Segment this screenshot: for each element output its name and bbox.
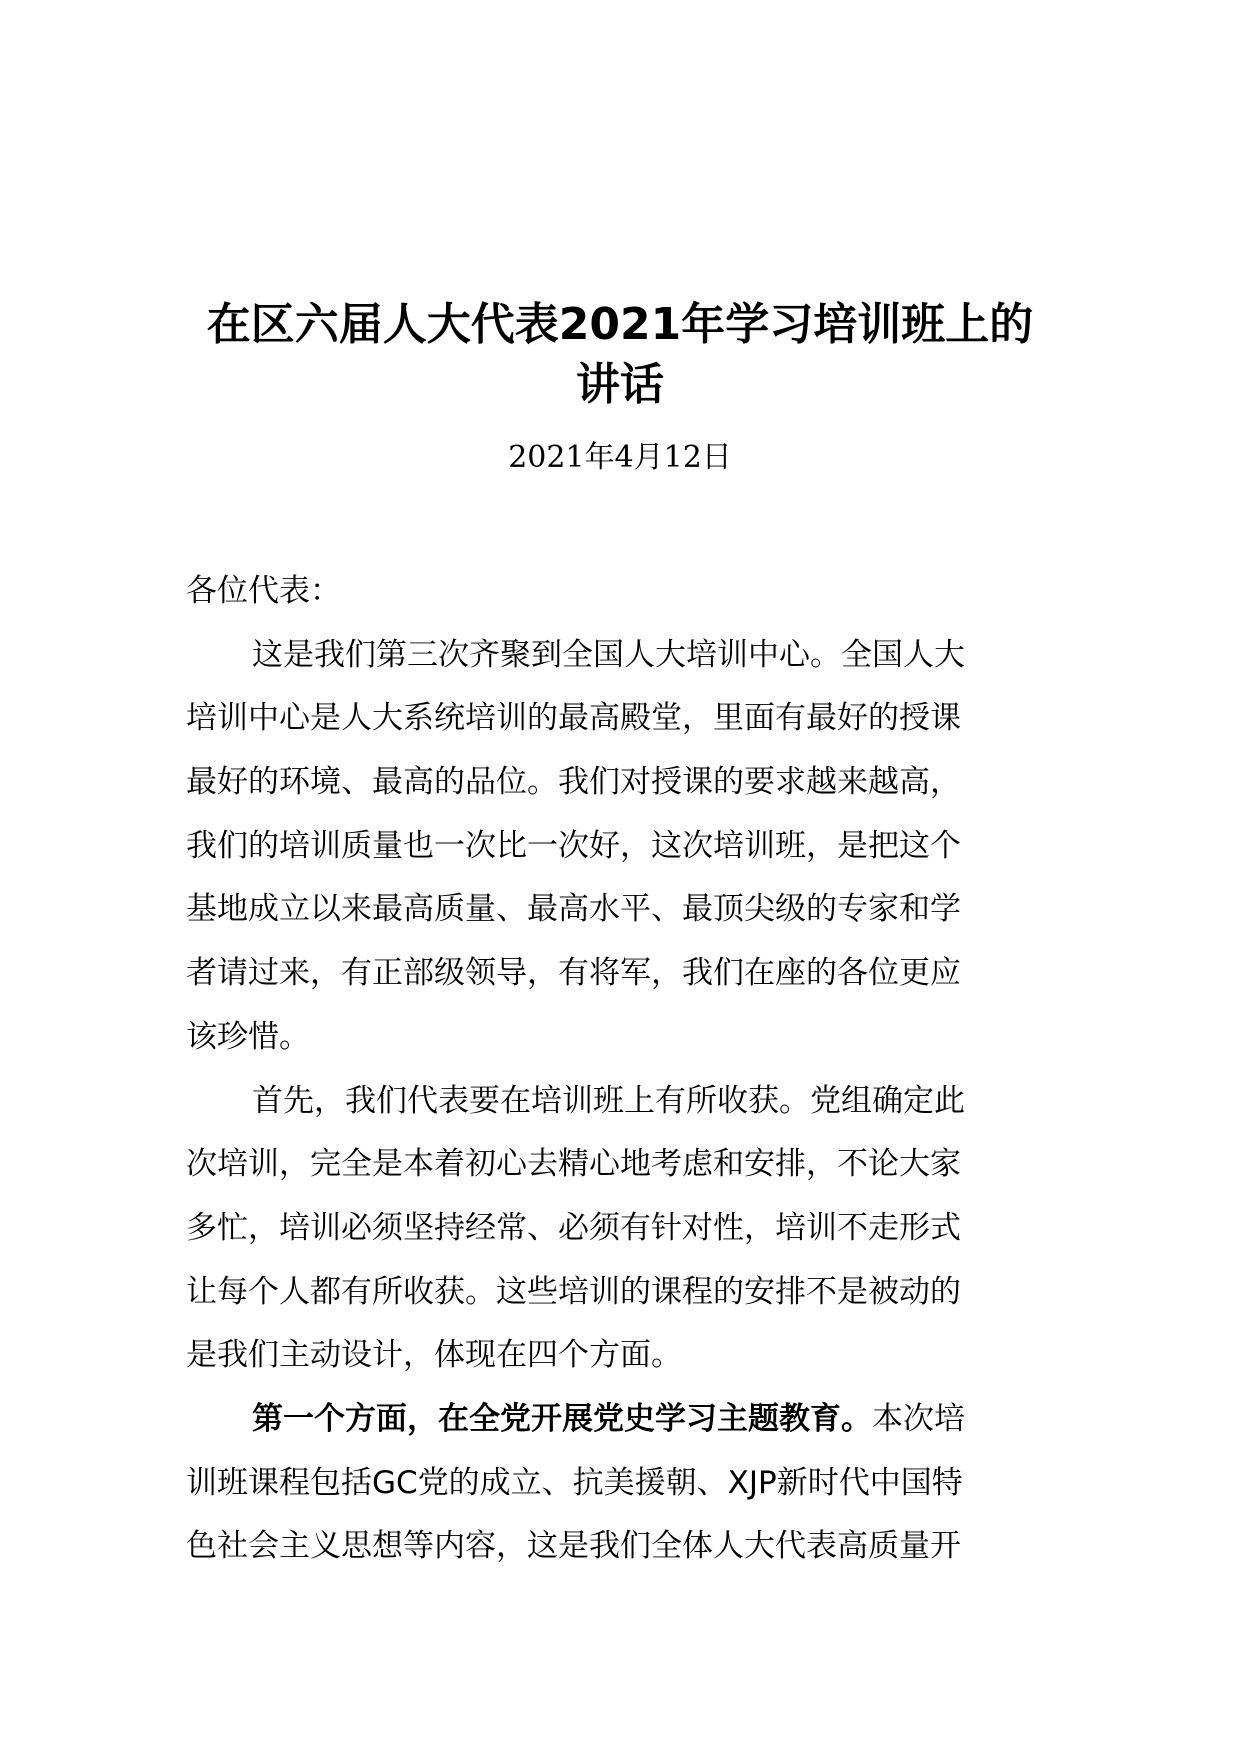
paragraph-3-first-line-rest: 本次培 — [872, 1400, 965, 1437]
paragraph-2 — [186, 1070, 1066, 1388]
paragraph-1 — [186, 624, 1066, 1070]
paragraph-1-line: 者请过来，有正部级领导，有将军，我们在座的各位更应 — [186, 955, 961, 992]
paragraph-1-line: 这是我们第三次齐聚到全国人大培训中心。全国人大 — [252, 636, 965, 673]
paragraph-2-line: 让每个人都有所收获。这些培训的课程的安排不是被动的 — [186, 1273, 961, 1310]
paragraph-3 — [186, 1388, 1066, 1579]
title-line-1: 在区六届人大代表2021年学习培训班上的 — [206, 299, 1034, 350]
document-body — [186, 560, 1066, 1579]
paragraph-1-line: 我们的培训质量也一次比一次好，这次培训班，是把这个 — [186, 827, 961, 864]
paragraph-2-line: 次培训，完全是本着初心去精心地考虑和安排，不论大家 — [186, 1146, 961, 1183]
paragraph-2-line: 是我们主动设计，体现在四个方面。 — [186, 1337, 682, 1374]
paragraph-3-first-line — [186, 1388, 1066, 1452]
paragraph-1-line: 最好的环境、最高的品位。我们对授课的要求越来越高， — [186, 764, 961, 801]
document-title — [180, 295, 1060, 415]
paragraph-1-line: 基地成立以来最高质量、最高水平、最顶尖级的专家和学 — [186, 891, 961, 928]
document-date: 2021年4月12日 — [508, 440, 732, 475]
paragraph-1-line: 培训中心是人大系统培训的最高殿堂，里面有最好的授课 — [186, 700, 961, 737]
paragraph-3-line: 训班课程包括GC党的成立、抗美援朝、XJP新时代中国特 — [186, 1464, 963, 1501]
paragraph-1-line: 该珍惜。 — [186, 1018, 310, 1055]
salutation: 各位代表： — [186, 573, 341, 609]
paragraph-3-line: 色社会主义思想等内容，这是我们全体人大代表高质量开 — [186, 1528, 961, 1565]
title-line-2: 讲话 — [576, 359, 664, 410]
section-heading: 第一个方面，在全党开展党史学习主题教育。 — [252, 1400, 872, 1437]
paragraph-2-line: 首先，我们代表要在培训班上有所收获。党组确定此 — [252, 1082, 965, 1119]
paragraph-2-line: 多忙，培训必须坚持经常、必须有针对性，培训不走形式 — [186, 1209, 961, 1246]
